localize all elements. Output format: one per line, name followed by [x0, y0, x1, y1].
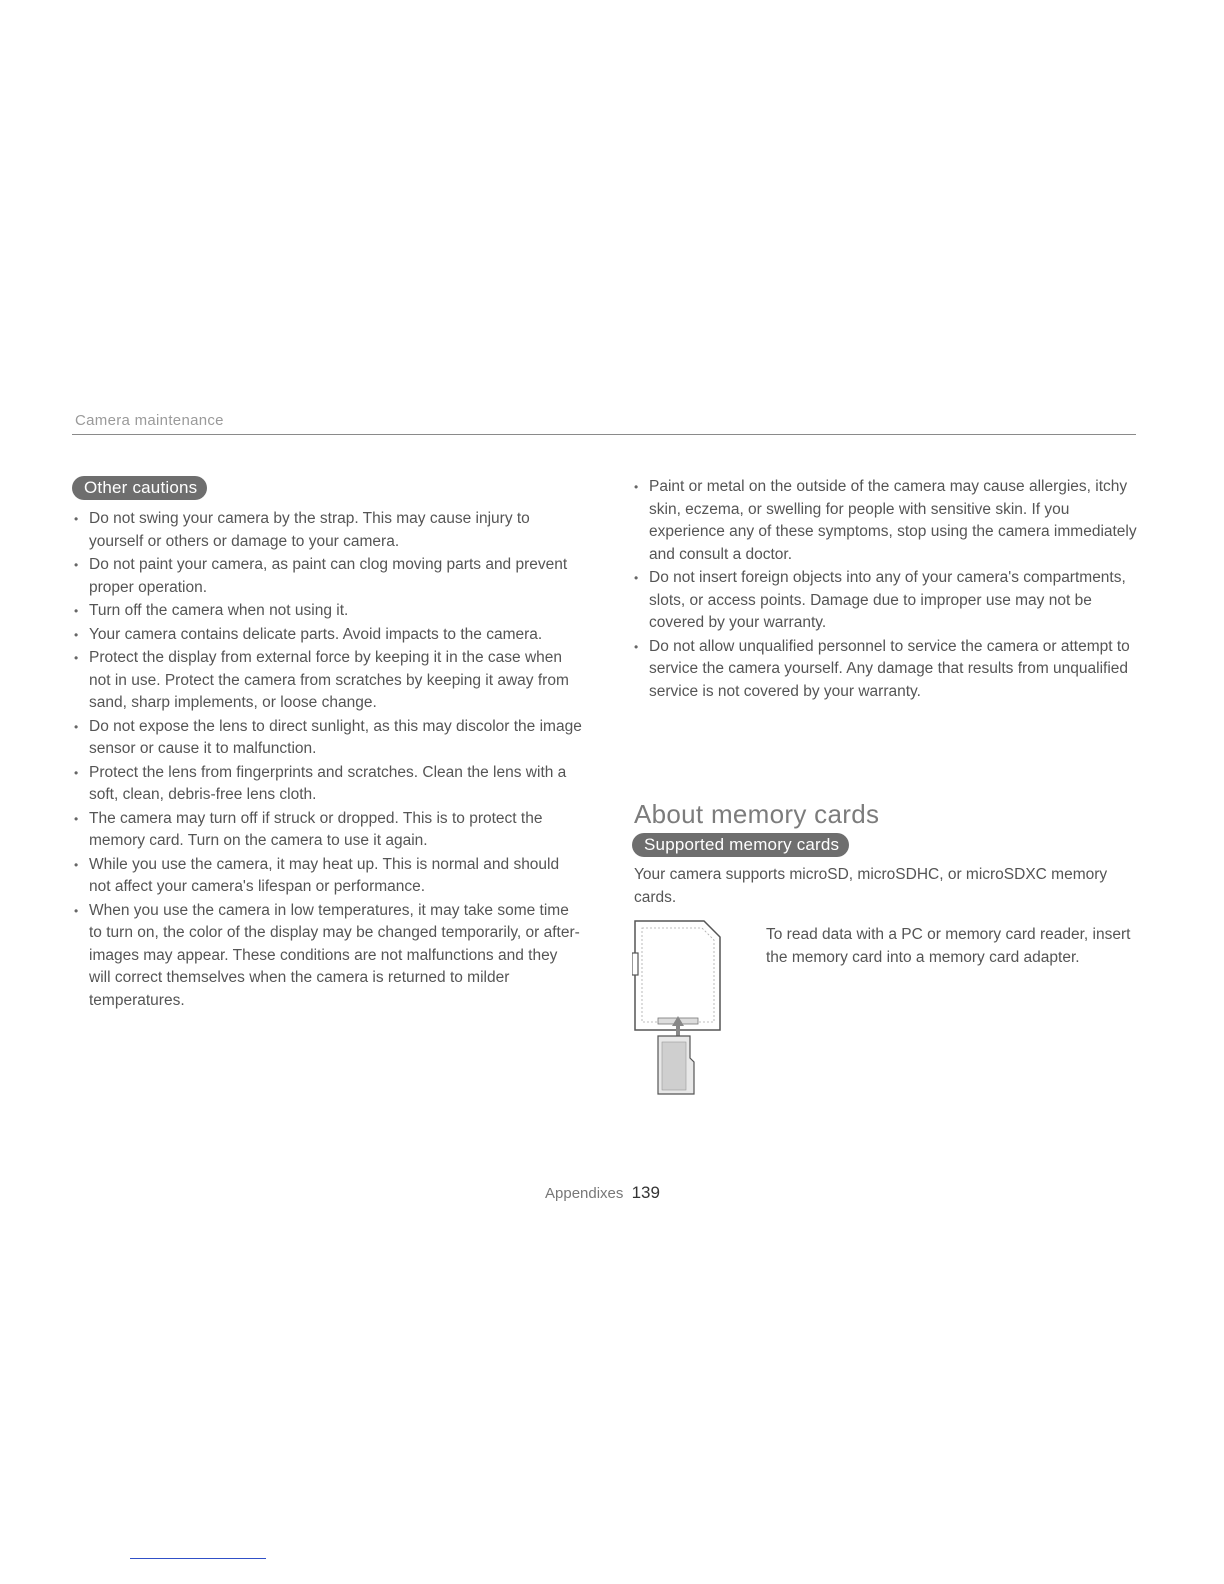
list-item: • Paint or metal on the outside of the camera may cause allergies, itchy skin, eczema, or swelling for people with sensitive skin. If you experience any of these symptoms, stop using the camera immediately and consult a doctor.	[632, 476, 1142, 566]
page-number: 139	[631, 1183, 660, 1202]
list-item: • Do not expose the lens to direct sunlight, as this may discolor the image sensor or cause it to malfunction.	[72, 716, 582, 761]
page-footer	[545, 1183, 660, 1203]
other-cautions-list	[72, 508, 582, 1012]
supported-cards-text: Your camera supports microSD, microSDHC, or microSDXC memory cards.	[634, 866, 1108, 906]
list-item: • Do not insert foreign objects into any of your camera's compartments, slots, or access points. Damage due to improper use may not be covered by your warranty.	[632, 567, 1142, 635]
other-cautions-heading: Other cautions	[72, 476, 207, 500]
list-item: • When you use the camera in low temperatures, it may take some time to turn on, the color of the display may be changed temporarily, or after-images may appear. These conditions are not malfunctions and they will correct themselves when the camera is returned to milder temperatures.	[72, 900, 582, 1013]
list-item: • Do not paint your camera, as paint can clog moving parts and prevent proper operation.	[72, 554, 582, 599]
list-item: • Do not swing your camera by the strap. This may cause injury to yourself or others or damage to your camera.	[72, 508, 582, 553]
list-item: • The camera may turn off if struck or dropped. This is to protect the memory card. Turn on the camera to use it again.	[72, 808, 582, 853]
list-item: • Turn off the camera when not using it.	[72, 600, 582, 623]
list-item: • Protect the display from external force by keeping it in the case when not in use. Protect the camera from scratches by keeping it away from sand, sharp implements, or loose change.	[72, 647, 582, 715]
adapter-note: To read data with a PC or memory card reader, insert the memory card into a memory card adapter.	[766, 926, 1131, 966]
list-item: • Protect the lens from fingerprints and scratches. Clean the lens with a soft, clean, debris-free lens cloth.	[72, 762, 582, 807]
running-header: Camera maintenance	[75, 412, 224, 429]
bottom-link-underline	[130, 1558, 266, 1559]
list-item: • Your camera contains delicate parts. Avoid impacts to the camera.	[72, 624, 582, 647]
footer-label: Appendixes	[545, 1185, 624, 1202]
list-item: • While you use the camera, it may heat up. This is normal and should not affect your camera's lifespan or performance.	[72, 854, 582, 899]
supported-cards-heading-wrap	[632, 833, 849, 857]
section-title: About memory cards	[634, 798, 880, 829]
header-divider	[72, 434, 1136, 435]
supported-cards-heading: Supported memory cards	[632, 833, 849, 857]
list-item: • Do not allow unqualified personnel to service the camera or attempt to service the camera yourself. Any damage that results from unqualified service is not covered by your warranty.	[632, 636, 1142, 704]
right-column	[632, 476, 1142, 704]
other-cautions-list-continued	[632, 476, 1142, 703]
memory-card-adapter-illustration	[632, 918, 724, 1098]
left-column	[72, 476, 582, 1013]
